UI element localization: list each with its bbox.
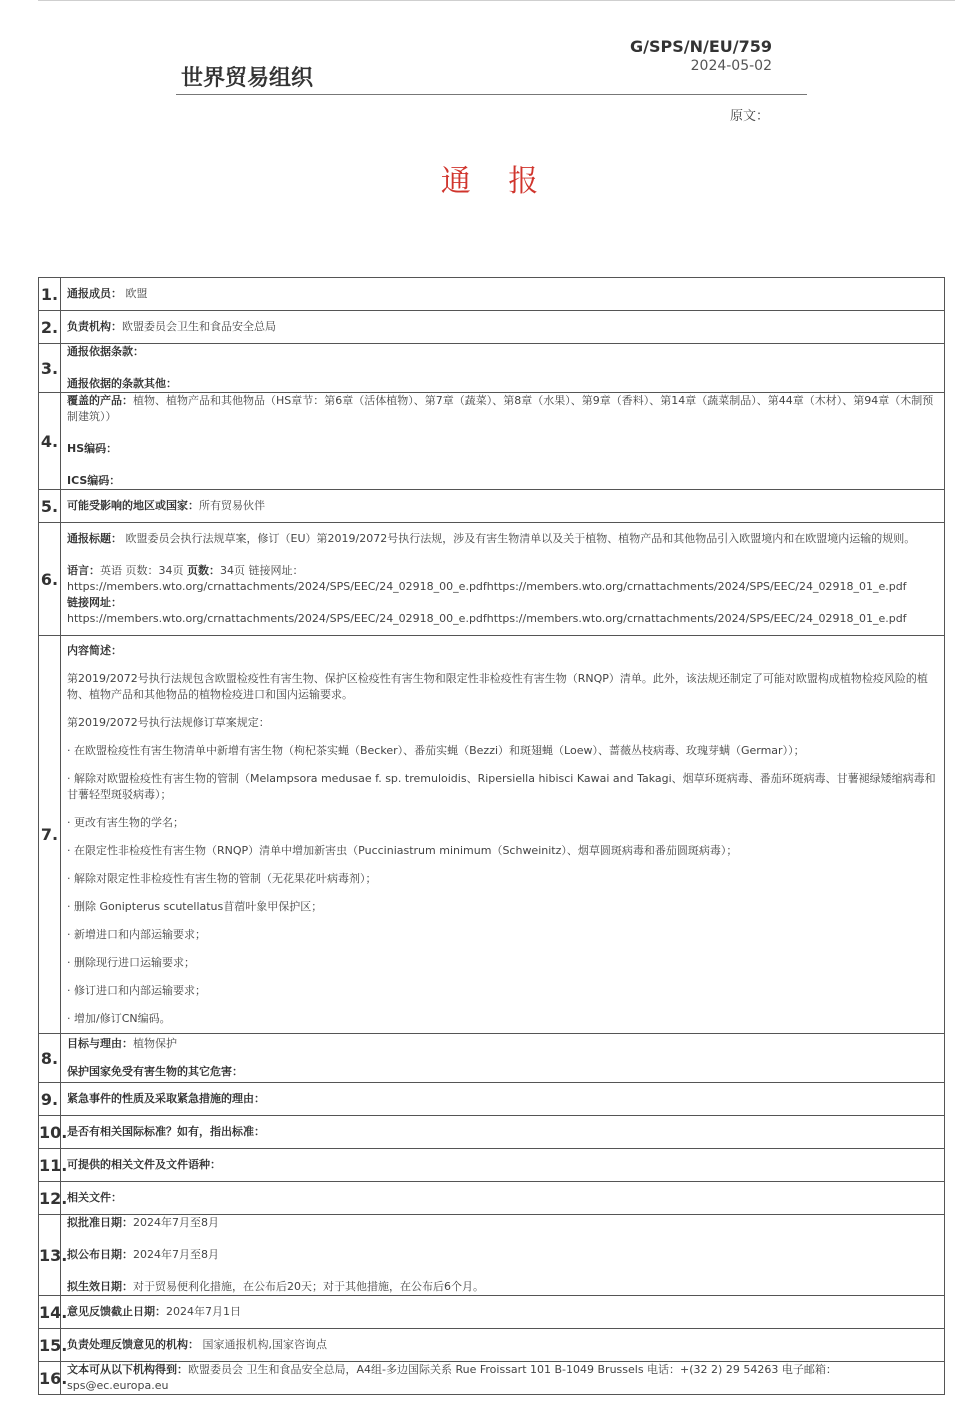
document-number: G/SPS/N/EU/759 [630,37,772,56]
row-number: 9. [39,1083,61,1116]
row-content [61,1116,945,1149]
notification-table [38,277,945,1395]
field-label: 相关文件： [67,1191,122,1204]
field-label: 通报标题： [67,532,122,545]
table-row [39,1362,945,1395]
field-label: 页数： [187,564,220,577]
field-label: 内容简述： [67,643,122,657]
row-number: 6. [39,523,61,636]
row-content [61,523,945,636]
original-language-label: 原文： [730,109,770,124]
row-number: 3. [39,344,61,393]
field-value: 2024年7月至8月 [133,1216,219,1229]
field-value: 对于贸易便利化措施，在公布后20天；对于其他措施，在公布后6个月。 [133,1280,484,1293]
table-row [39,1215,945,1296]
field-label: 负责机构： [67,320,122,333]
field-value: 欧盟 [122,287,148,300]
list-item: · 新增进口和内部运输要求； [67,927,206,941]
field-label: 文本可从以下机构得到： [67,1363,188,1376]
field-label: 负责处理反馈意见的机构： [67,1338,199,1351]
field-label: 可提供的相关文件及文件语种： [67,1158,221,1171]
table-row [39,393,945,490]
table-row [39,1083,945,1116]
row-content [61,311,945,344]
list-item: · 删除 Gonipterus scutellatus苜蓿叶象甲保护区； [67,899,323,913]
summary-paragraph: 第2019/2072号执行法规修订草案规定： [67,715,270,729]
field-label: 紧急事件的性质及采取紧急措施的理由： [67,1092,265,1105]
field-value: 英语 页数：34页 [100,564,187,577]
row-number: 5. [39,490,61,523]
field-value: 2024年7月至8月 [133,1248,219,1261]
organization-name: 世界贸易组织 [181,66,314,91]
field-value: 所有贸易伙伴 [199,499,265,512]
table-row [39,490,945,523]
field-label: 通报依据的条款其他： [67,377,177,390]
row-number: 15. [39,1329,61,1362]
table-row [39,1149,945,1182]
list-item: · 在欧盟检疫性有害生物清单中新增有害生物（枸杞茶实蝇（Becker）、番茄实蝇（Bezzi）和斑翅蝇（Loew）、蔷薇丛枝病毒、玫瑰芽螨（Germar））； [67,743,805,757]
header-divider [176,94,807,95]
field-label: 拟生效日期： [67,1280,133,1293]
row-content [61,1215,945,1296]
table-row [39,1296,945,1329]
row-number: 13. [39,1215,61,1296]
row-number: 1. [39,278,61,311]
field-label: 可能受影响的地区或国家： [67,499,199,512]
field-value: 欧盟委员会卫生和食品安全总局 [122,320,276,333]
row-content [61,636,945,1034]
row-number: 12. [39,1182,61,1215]
row-content [61,1149,945,1182]
field-label: 覆盖的产品： [67,394,133,407]
field-label: 拟批准日期： [67,1216,133,1229]
field-label: 拟公布日期： [67,1248,133,1261]
list-item: · 在限定性非检疫性有害生物（RNQP）清单中增加新害虫（Pucciniastrum minimum（Schweinitz）、烟草圆斑病毒和番茄圆斑病毒）； [67,843,738,857]
row-content [61,1362,945,1395]
field-label: 语言： [67,564,100,577]
row-content [61,1296,945,1329]
document-date: 2024-05-02 [690,58,772,74]
field-value: 34页 链接网址： [220,564,304,577]
summary-paragraph: 第2019/2072号执行法规包含欧盟检疫性有害生物、保护区检疫性有害生物和限定性非检疫性有害生物（RNQP）清单。此外，该法规还制定了可能对欧盟构成植物检疫风险的植物、植物产品和其他物品的植物检疫进口和国内运输要求。 [67,671,928,701]
row-content [61,1329,945,1362]
field-value: 欧盟委员会执行法规草案，修订（EU）第2019/2072号执行法规，涉及有害生物清单以及关于植物、植物产品和其他物品引入欧盟境内和在欧盟境内运输的规则。 [122,532,916,545]
page-title: 通 报 [440,164,553,199]
table-row [39,1329,945,1362]
field-value: 植物、植物产品和其他物品（HS章节：第6章（活体植物）、第7章（蔬菜）、第8章（水果）、第9章（香料）、第14章（蔬菜制品）、第44章（木材）、第94章（木制预制建筑）） [67,394,934,423]
field-value: 2024年7月1日 [166,1305,241,1318]
field-value: 国家通报机构,国家咨询点 [199,1338,327,1351]
list-item: · 删除现行进口运输要求； [67,955,195,969]
row-content [61,490,945,523]
field-label: 保护国家免受有害生物的其它危害： [67,1065,243,1078]
table-row [39,311,945,344]
field-label: 通报依据条款： [67,345,144,358]
row-number: 10. [39,1116,61,1149]
list-item: · 解除对欧盟检疫性有害生物的管制（Melampsora medusae f. sp. tremuloidis、Ripersiella hibisci Kawai and Takagi、烟草环斑病毒、番茄环斑病毒、甘薯褪绿矮缩病毒和甘薯轻型斑驳病毒）； [67,771,936,801]
field-label: 通报成员： [67,287,122,300]
row-number: 7. [39,636,61,1034]
table-row [39,1116,945,1149]
field-value: 欧盟委员会 卫生和食品安全总局，A4组-多边国际关系 Rue Froissart 101 B-1049 Brussels 电话：+(32 2) 29 54263 电子邮箱：sps@ec.europa.eu [67,1363,837,1392]
field-value: 植物保护 [133,1037,177,1050]
row-number: 8. [39,1034,61,1083]
document-page [38,0,955,1417]
list-item: · 解除对限定性非检疫性有害生物的管制（无花果花叶病毒剂）； [67,871,377,885]
row-number: 4. [39,393,61,490]
row-number: 11. [39,1149,61,1182]
row-number: 16. [39,1362,61,1395]
field-label: HS编码： [67,442,118,455]
row-content [61,393,945,490]
table-row [39,1182,945,1215]
field-label: 链接网址： [67,596,122,609]
table-row [39,1034,945,1083]
row-number: 14. [39,1296,61,1329]
row-content [61,344,945,393]
list-item: · 修订进口和内部运输要求； [67,983,206,997]
list-item: · 更改有害生物的学名； [67,815,184,829]
field-label: 意见反馈截止日期： [67,1305,166,1318]
row-content [61,278,945,311]
table-row [39,523,945,636]
field-label: ICS编码： [67,474,121,487]
list-item: · 增加/修订CN编码。 [67,1011,171,1025]
document-link[interactable]: https://members.wto.org/crnattachments/2024/SPS/EEC/24_02918_00_e.pdfhttps://members.wto.org/crnattachments/2024/SPS/EEC/24_02918_01_e.pdf [67,580,907,593]
table-row [39,278,945,311]
document-link[interactable]: https://members.wto.org/crnattachments/2024/SPS/EEC/24_02918_00_e.pdfhttps://members.wto.org/crnattachments/2024/SPS/EEC/24_02918_01_e.pdf [67,612,907,625]
row-content [61,1083,945,1116]
field-label: 目标与理由： [67,1037,133,1050]
row-content [61,1182,945,1215]
row-number: 2. [39,311,61,344]
table-row [39,636,945,1034]
table-row [39,344,945,393]
field-label: 是否有相关国际标准？如有，指出标准： [67,1125,265,1138]
row-content [61,1034,945,1083]
